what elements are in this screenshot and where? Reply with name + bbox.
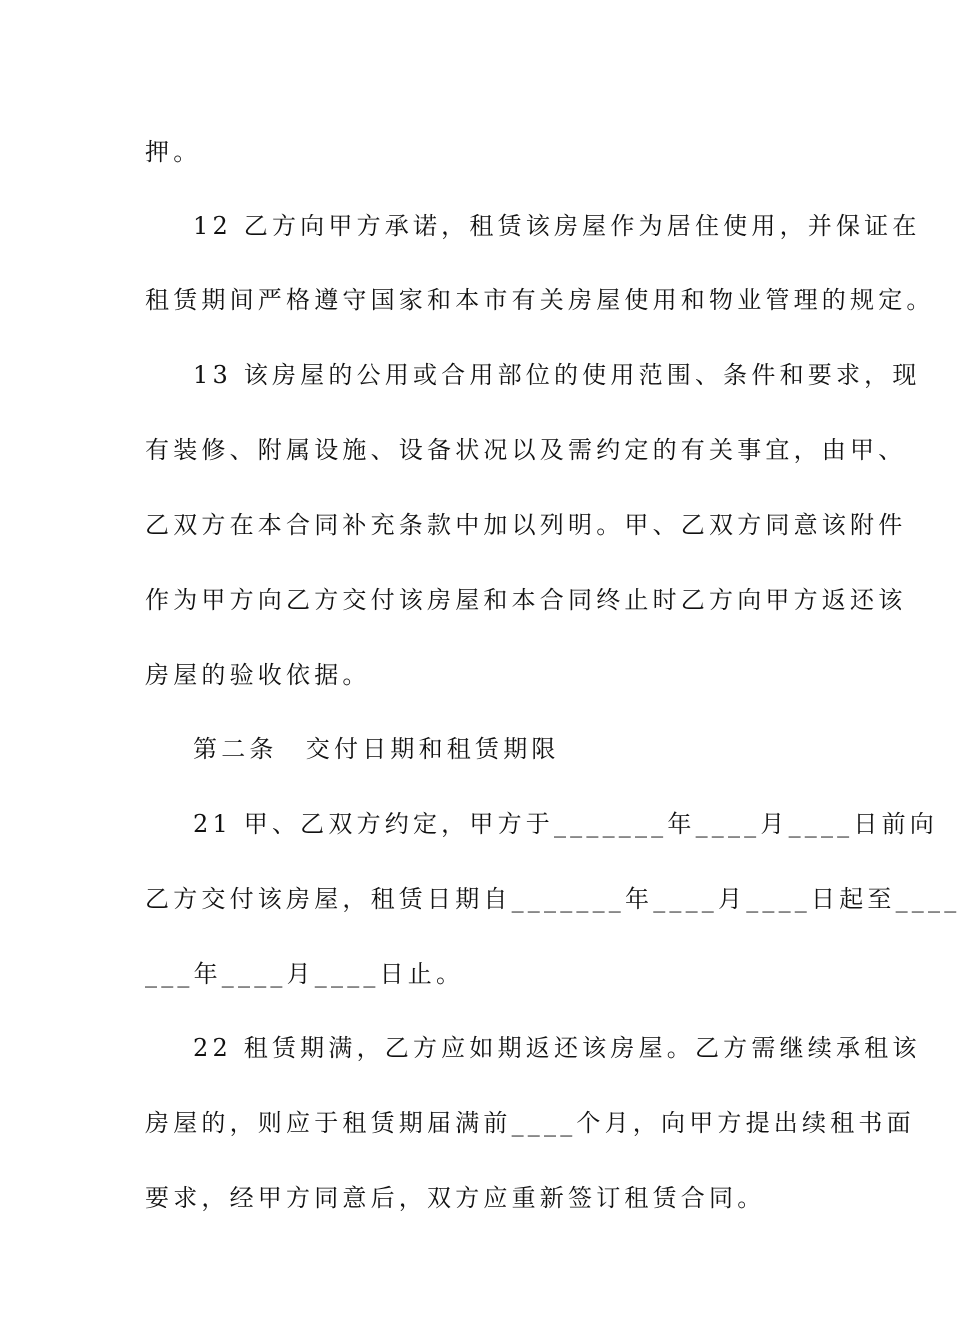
clause-13-line-4: 作为甲方向乙方交付该房屋和本合同终止时乙方向甲方返还该 (145, 586, 907, 614)
clause-21-line-1: 21 甲、乙双方约定，甲方于_______年____月____日前向 (193, 810, 938, 838)
text-line: 押。 (145, 138, 202, 166)
clause-13-line-3: 乙双方在本合同补充条款中加以列明。甲、乙双方同意该附件 (145, 511, 907, 539)
clause-21-line-2: 乙方交付该房屋，租赁日期自_______年____月____日起至____ (145, 885, 960, 913)
clause-22-line-2: 房屋的，则应于租赁期届满前____个月，向甲方提出续租书面 (145, 1109, 915, 1137)
clause-22-line-1: 22 租赁期满，乙方应如期返还该房屋。乙方需继续承租该 (193, 1034, 921, 1062)
clause-13-line-1: 13 该房屋的公用或合用部位的使用范围、条件和要求，现 (193, 361, 921, 389)
clause-13-line-5: 房屋的验收依据。 (145, 661, 371, 689)
clause-13-line-2: 有装修、附属设施、设备状况以及需约定的有关事宜，由甲、 (145, 436, 907, 464)
section-heading: 第二条 交付日期和租赁期限 (193, 735, 560, 763)
clause-12-line-1: 12 乙方向甲方承诺，租赁该房屋作为居住使用，并保证在 (193, 212, 921, 240)
clause-12-line-2: 租赁期间严格遵守国家和本市有关房屋使用和物业管理的规定。 (145, 286, 935, 314)
clause-21-line-3: ___年____月____日止。 (145, 960, 465, 988)
clause-22-line-3: 要求，经甲方同意后，双方应重新签订租赁合同。 (145, 1184, 766, 1212)
